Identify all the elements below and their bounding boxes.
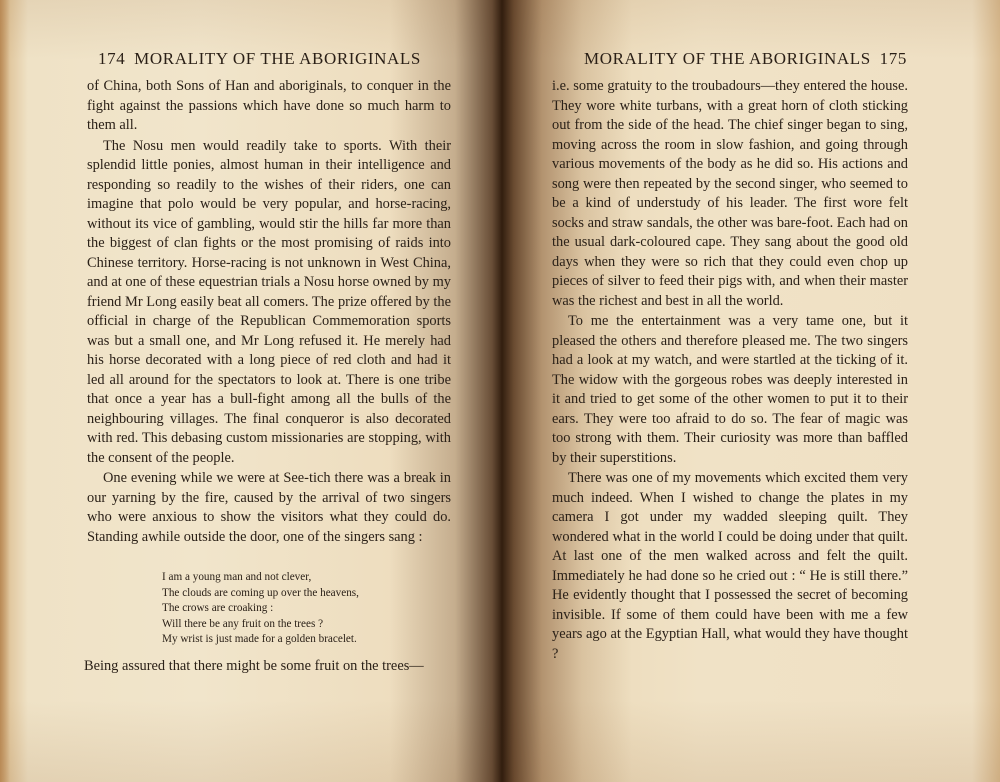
- running-head: MORALITY OF THE ABORIGINALS: [584, 49, 871, 68]
- running-head: MORALITY OF THE ABORIGINALS: [134, 49, 421, 68]
- closing-line: Being assured that there might be some fruit on the trees—: [84, 658, 424, 674]
- verse-line: The clouds are coming up over the heavens,: [162, 586, 359, 599]
- verse-line: Will there be any fruit on the trees ?: [162, 617, 324, 630]
- page-number: 175: [879, 49, 907, 68]
- paragraph: The Nosu men would readily take to sports. With their splendid little ponies, almost human in their intelligence and responding so readily to the wishes of their riders, one can imagine that polo would be very popular, and horse-racing, without its vice of gambling, would stir the hills far more than the biggest of clan fights or the most promising of raids into Chinese territory. Horse-racing is not unknown in West China, and at one of these equestrian trials a Nosu horse owned by my friend Mr Long easily beat all comers. The prize offered by the official in charge of the Republican Commemoration sports was but a small one, and Mr Long refused it. He merely had his horse decorated with a long piece of red cloth and had it led all around for the spectators to look at. There is one tribe that once a year has a bull-fight among all the bulls of the neighbouring villages. The final conqueror is also decorated with red. This debasing custom missionaries are stopping, with the consent of the people.: [87, 137, 451, 466]
- paragraph: To me the entertainment was a very tame one, but it pleased the others and therefore pleased me. The two singers had a look at my watch, and were startled at the ticking of it. The widow with the gorgeous robes was deeply interested in it and tried to get some of the other women to put it to their ears. They were too afraid to do so. The fear of magic was too strong with them. Their curiosity was more than baffled by their superstitions.: [552, 313, 908, 466]
- song-verse: [162, 570, 442, 648]
- paragraph: There was one of my movements which excited them very much indeed. When I wished to change the plates in my camera I got under my wadded sleeping quilt. They wondered what in the world I could be doing under that quilt. At last one of the men walked across and felt the quilt. Immediately he had done so he cried out : “ He is still there.” He evidently thought that I possessed the secret of becoming invisible. If some of them could have been with me a few years ago at the Egyptian Hall, what would they have thought ?: [552, 470, 908, 662]
- paragraph: One evening while we were at See-tich there was a break in our yarning by the fire, caused by the arrival of two singers who were anxious to show the visitors what they could do. Standing awhile outside the door, one of the singers sang :: [87, 470, 451, 545]
- verse-line: I am a young man and not clever,: [162, 571, 312, 583]
- right-page: [502, 0, 1000, 782]
- left-page-body: [87, 77, 451, 547]
- verse-line: The crows are croaking :: [162, 602, 274, 615]
- page-number: 174: [98, 49, 126, 68]
- verse-line: My wrist is just made for a golden bracelet.: [162, 633, 357, 646]
- paragraph: of China, both Sons of Han and aboriginals, to conquer in the fight against the passions which have done so much harm to them all.: [87, 78, 451, 133]
- left-page-header: [94, 49, 421, 69]
- right-page-body: [552, 77, 908, 664]
- paragraph: i.e. some gratuity to the troubadours—they entered the house. They wore white turbans, with a great horn of cloth sticking out from the side of the head. The chief singer began to sing, moving across the room in slow fashion, and going through various movements of the body as he did so. His actions and song were then repeated by the second singer, who seemed to be a kind of understudy of his leader. The first wore felt socks and straw sandals, the other was bare-foot. Each had on the usual dark-coloured cape. They sang about the good old days when they were so rich that they could even chop up pieces of silver to feed their pigs with, and when their master was the richest and best in all the world.: [552, 78, 908, 309]
- page-edge: [0, 0, 10, 782]
- right-page-header: [584, 49, 911, 69]
